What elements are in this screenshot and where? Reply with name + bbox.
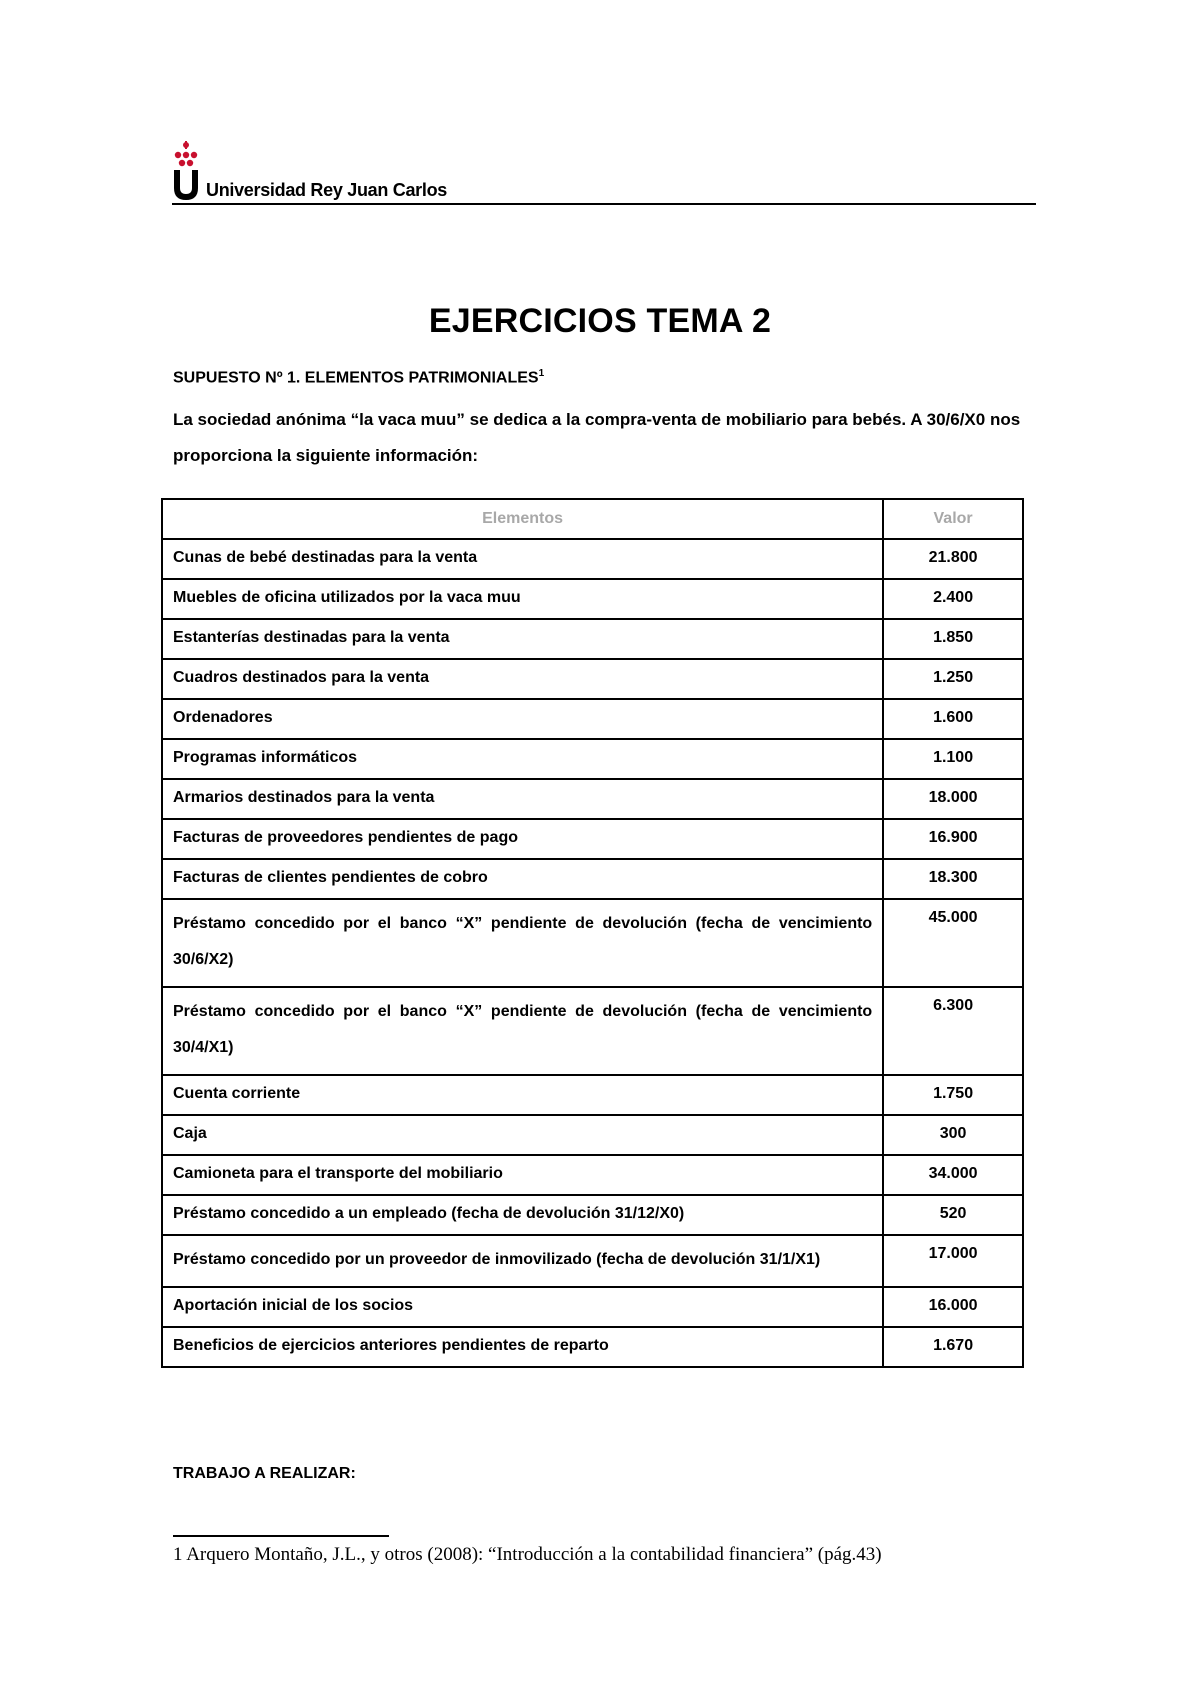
element-cell: Camioneta para el transporte del mobiliario [162, 1155, 883, 1195]
element-cell: Préstamo concedido por el banco “X” pendiente de devolución (fecha de vencimiento 30/4/X1) [162, 987, 883, 1075]
table-row [162, 1115, 1023, 1155]
table-row [162, 539, 1023, 579]
table-row [162, 1075, 1023, 1115]
value-cell: 1.250 [883, 659, 1023, 699]
table-row [162, 987, 1023, 1075]
element-cell: Préstamo concedido por un proveedor de inmovilizado (fecha de devolución 31/1/X1) [162, 1235, 883, 1287]
table-row [162, 699, 1023, 739]
table-row [162, 899, 1023, 987]
value-cell: 18.300 [883, 859, 1023, 899]
table-row [162, 1327, 1023, 1367]
university-name: Universidad Rey Juan Carlos [206, 180, 447, 200]
value-cell: 16.900 [883, 819, 1023, 859]
table-row [162, 1287, 1023, 1327]
table-row [162, 819, 1023, 859]
table-row [162, 779, 1023, 819]
value-cell: 45.000 [883, 899, 1023, 987]
value-cell: 520 [883, 1195, 1023, 1235]
elements-table [161, 498, 1024, 1368]
element-cell: Cuenta corriente [162, 1075, 883, 1115]
value-cell: 300 [883, 1115, 1023, 1155]
element-cell: Facturas de clientes pendientes de cobro [162, 859, 883, 899]
element-cell: Cunas de bebé destinadas para la venta [162, 539, 883, 579]
element-cell: Aportación inicial de los socios [162, 1287, 883, 1327]
column-header-valor: Valor [883, 499, 1023, 539]
trabajo-heading: TRABAJO A REALIZAR: [173, 1465, 356, 1482]
table-header-row [162, 499, 1023, 539]
footnote-reference: 1 [538, 368, 545, 379]
element-cell: Beneficios de ejercicios anteriores pendientes de reparto [162, 1327, 883, 1367]
value-cell: 17.000 [883, 1235, 1023, 1287]
supuesto-heading-text: SUPUESTO Nº 1. ELEMENTOS PATRIMONIALES [173, 369, 539, 387]
element-cell: Estanterías destinadas para la venta [162, 619, 883, 659]
value-cell: 34.000 [883, 1155, 1023, 1195]
element-cell: Muebles de oficina utilizados por la vaca muu [162, 579, 883, 619]
value-cell: 1.670 [883, 1327, 1023, 1367]
footnote: 1 Arquero Montaño, J.L., y otros (2008): “Introducción a la contabilidad financiera” (pág.43) [173, 1544, 882, 1565]
table-row [162, 619, 1023, 659]
table-row [162, 859, 1023, 899]
value-cell: 2.400 [883, 579, 1023, 619]
value-cell: 1.100 [883, 739, 1023, 779]
element-cell: Cuadros destinados para la venta [162, 659, 883, 699]
footnote-divider [173, 1535, 389, 1537]
element-cell: Ordenadores [162, 699, 883, 739]
table-row [162, 659, 1023, 699]
page-header [172, 140, 1036, 206]
university-logo [172, 140, 200, 200]
value-cell: 16.000 [883, 1287, 1023, 1327]
intro-paragraph: La sociedad anónima “la vaca muu” se dedica a la compra-venta de mobiliario para bebés. A 30/6/X0 nos proporciona la siguiente información: [173, 410, 1021, 465]
element-cell: Armarios destinados para la venta [162, 779, 883, 819]
element-cell: Programas informáticos [162, 739, 883, 779]
value-cell: 18.000 [883, 779, 1023, 819]
value-cell: 1.750 [883, 1075, 1023, 1115]
header-divider [172, 203, 1036, 205]
value-cell: 6.300 [883, 987, 1023, 1075]
table-row [162, 579, 1023, 619]
table-row [162, 1235, 1023, 1287]
table-row [162, 739, 1023, 779]
element-cell: Facturas de proveedores pendientes de pago [162, 819, 883, 859]
supuesto-heading [173, 368, 544, 387]
value-cell: 1.850 [883, 619, 1023, 659]
table-row [162, 1155, 1023, 1195]
table-row [162, 1195, 1023, 1235]
page-title: EJERCICIOS TEMA 2 [428, 302, 772, 340]
element-cell: Préstamo concedido a un empleado (fecha de devolución 31/12/X0) [162, 1195, 883, 1235]
value-cell: 21.800 [883, 539, 1023, 579]
column-header-elementos: Elementos [162, 499, 883, 539]
value-cell: 1.600 [883, 699, 1023, 739]
element-cell: Caja [162, 1115, 883, 1155]
element-cell: Préstamo concedido por el banco “X” pendiente de devolución (fecha de vencimiento 30/6/X2) [162, 899, 883, 987]
